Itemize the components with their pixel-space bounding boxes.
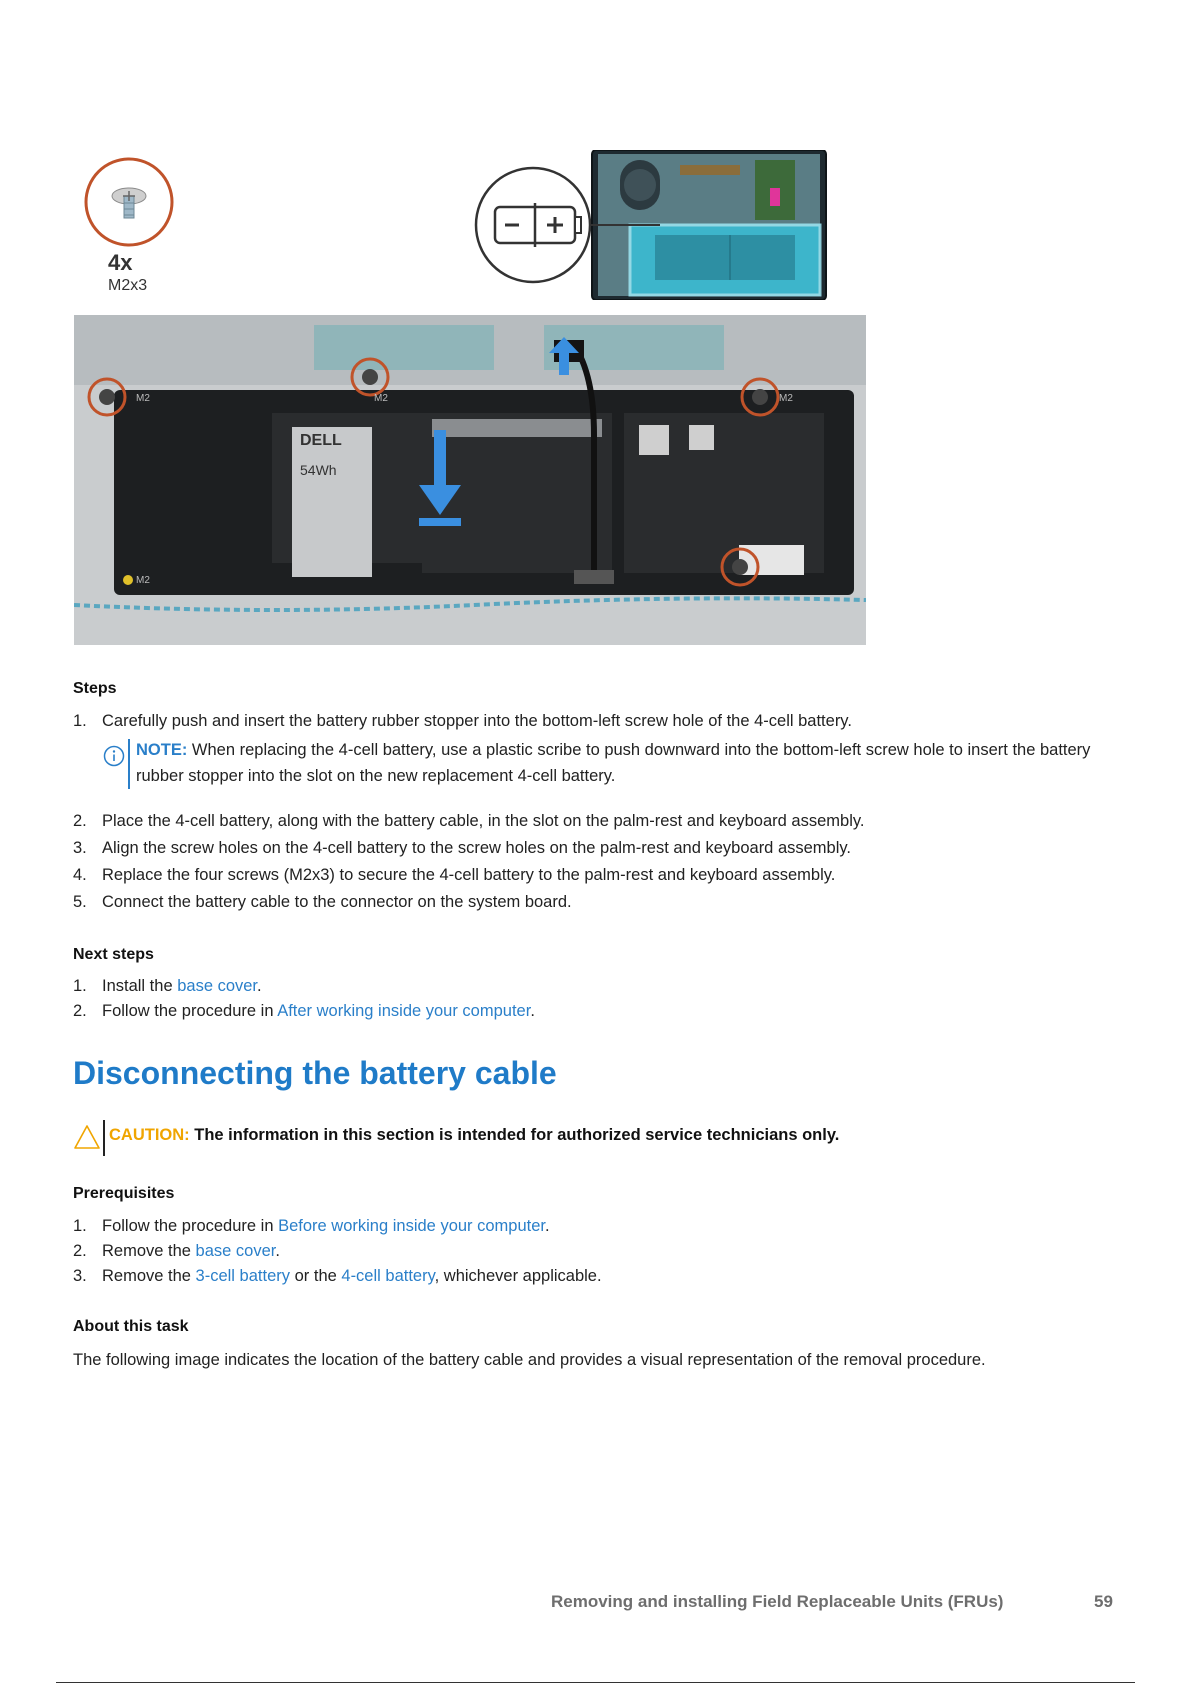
- section-title: Disconnecting the battery cable: [73, 1055, 557, 1091]
- m2-label-1: M2: [136, 393, 150, 404]
- battery-brand: DELL: [300, 432, 342, 449]
- battery-photo: [74, 315, 866, 645]
- screw-callout-icon: [83, 156, 175, 248]
- note-text: NOTE: When replacing the 4-cell battery, use a plastic scribe to push downward into the bottom-left screw hole to insert the battery rubber stopper into the slot on the new replacement 4-cell battery.: [136, 741, 1091, 785]
- m2-label-3: M2: [779, 393, 793, 404]
- steps-heading: Steps: [73, 680, 117, 697]
- base-cover-link[interactable]: base cover: [195, 1242, 276, 1260]
- list-item: 2. Follow the procedure in After working inside your computer.: [73, 1002, 535, 1020]
- next-steps-list: [73, 974, 1123, 1024]
- m2-label-2: M2: [374, 393, 388, 404]
- list-item: 3. Remove the 3-cell battery or the 4-cell battery, whichever applicable.: [73, 1267, 602, 1285]
- prerequisites-heading: Prerequisites: [73, 1185, 175, 1202]
- list-item: 2. Place the 4-cell battery, along with the battery cable, in the slot on the palm-rest and keyboard assembly.: [73, 812, 865, 830]
- caution-callout: [73, 1120, 1123, 1156]
- warning-icon: [73, 1124, 101, 1150]
- 4-cell-battery-link[interactable]: 4-cell battery: [341, 1267, 435, 1285]
- base-cover-link[interactable]: base cover: [177, 977, 258, 995]
- list-item: 1. Install the base cover.: [73, 977, 262, 995]
- caution-text: CAUTION: The information in this section is intended for authorized service technicians only.: [109, 1126, 840, 1144]
- list-item: 2. Remove the base cover.: [73, 1242, 280, 1260]
- about-text: The following image indicates the location of the battery cable and provides a visual representation of the removal procedure.: [73, 1351, 986, 1369]
- list-item: 4. Replace the four screws (M2x3) to secure the 4-cell battery to the palm-rest and keyboard assembly.: [73, 866, 836, 884]
- page-number: 59: [1094, 1592, 1113, 1611]
- screw-type: M2x3: [108, 277, 148, 294]
- list-item: 1. Carefully push and insert the battery rubber stopper into the bottom-left screw hole of the 4-cell battery.: [73, 712, 852, 730]
- after-working-inside-link[interactable]: After working inside your computer: [277, 1002, 531, 1020]
- about-heading: About this task: [73, 1318, 189, 1335]
- battery-capacity: 54Wh: [300, 462, 337, 478]
- callout-line: [590, 224, 660, 226]
- next-steps-heading: Next steps: [73, 946, 154, 963]
- list-item: 5. Connect the battery cable to the connector on the system board.: [73, 893, 572, 911]
- list-item: 3. Align the screw holes on the 4-cell battery to the screw holes on the palm-rest and keyboard assembly.: [73, 839, 851, 857]
- before-working-inside-link[interactable]: Before working inside your computer: [278, 1217, 545, 1235]
- battery-installation-figure: [70, 140, 870, 645]
- battery-symbol-icon: [473, 165, 593, 285]
- m2-label-4: M2: [136, 575, 150, 586]
- steps-list-continued: [73, 808, 1123, 916]
- caution-bar: [103, 1120, 105, 1156]
- footer-chapter: Removing and installing Field Replaceable Units (FRUs): [551, 1592, 1004, 1611]
- footer-divider: [56, 1682, 1135, 1683]
- prerequisites-list: [73, 1214, 1123, 1289]
- screw-count: 4x: [108, 250, 133, 275]
- steps-list: [73, 708, 1123, 735]
- list-item: 1. Follow the procedure in Before working inside your computer.: [73, 1217, 550, 1235]
- note-bar: [128, 739, 130, 789]
- info-icon: [103, 745, 125, 767]
- 3-cell-battery-link[interactable]: 3-cell battery: [195, 1267, 291, 1285]
